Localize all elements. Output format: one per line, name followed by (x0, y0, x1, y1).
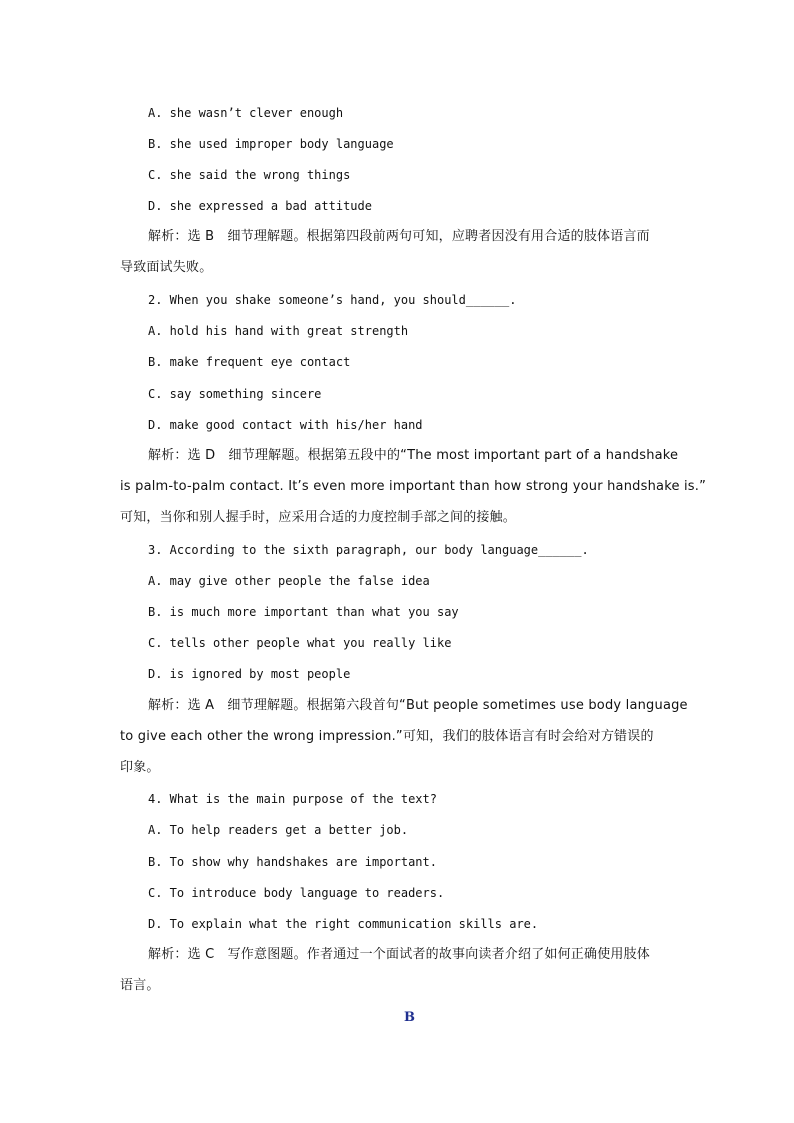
q3-option-b: B. is much more important than what you say (148, 605, 459, 619)
q3-option-a: A. may give other people the false idea (148, 574, 430, 588)
q2-option-d: D. make good contact with his/her hand (148, 418, 423, 432)
q2-option-a: A. hold his hand with great strength (148, 324, 409, 338)
q2-analysis-line1: 解析：选 D 细节理解题。根据第五段中的“The most important part of a handshake (148, 448, 679, 463)
q2-analysis-line3: 可知，当你和别人握手时，应采用合适的力度控制手部之间的接触。 (120, 510, 517, 525)
q4-analysis-line1: 解析：选 C 写作意图题。作者通过一个面试者的故事向读者介绍了如何正确使用肢体 (148, 947, 651, 962)
q2-option-b: B. make frequent eye contact (148, 355, 351, 369)
q1-analysis-line2: 导致面试失败。 (120, 260, 213, 275)
q4-option-c: C. To introduce body language to readers. (148, 886, 445, 900)
q1-option-c: C. she said the wrong things (148, 168, 351, 182)
q2-stem: 2. When you shake someone’s hand, you should______. (148, 293, 517, 307)
q4-option-b: B. To show why handshakes are important. (148, 855, 437, 869)
q3-analysis-line1: 解析：选 A 细节理解题。根据第六段首句“But people sometimes use body language (148, 698, 688, 713)
q2-option-c: C. say something sincere (148, 387, 322, 401)
q1-option-b: B. she used improper body language (148, 137, 394, 151)
q3-option-d: D. is ignored by most people (148, 667, 351, 681)
q4-analysis-line2: 语言。 (120, 978, 160, 993)
q1-option-d: D. she expressed a bad attitude (148, 199, 372, 213)
q3-analysis-line2: to give each other the wrong impression.”可知，我们的肢体语言有时会给对方错误的 (120, 729, 654, 744)
q3-stem: 3. According to the sixth paragraph, our body language______. (148, 543, 589, 557)
q2-analysis-line2: is palm-to-palm contact. It’s even more important than how strong your handshake is.” (120, 479, 707, 494)
q3-analysis-line3: 印象。 (120, 760, 160, 775)
q1-option-a: A. she wasn’t clever enough (148, 106, 344, 120)
q4-stem: 4. What is the main purpose of the text? (148, 792, 437, 806)
q4-option-d: D. To explain what the right communication skills are. (148, 917, 539, 931)
q4-option-a: A. To help readers get a better job. (148, 823, 409, 837)
section-heading: B (404, 1010, 415, 1025)
q3-option-c: C. tells other people what you really like (148, 636, 452, 650)
q1-analysis-line1: 解析：选 B 细节理解题。根据第四段前两句可知，应聘者因没有用合适的肢体语言而 (148, 229, 650, 244)
